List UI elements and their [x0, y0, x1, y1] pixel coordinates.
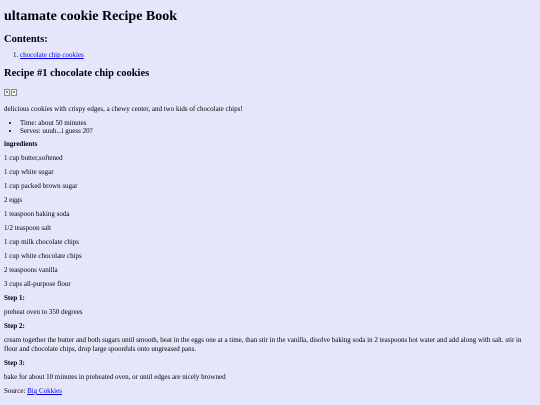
ingredient-item: 2 teaspoons vanilla: [4, 266, 58, 274]
ingredients-list: [4, 154, 536, 289]
contents-link-chocolate-chip-cookies[interactable]: chocolate chip cookies: [20, 51, 84, 59]
source-line: [4, 387, 536, 396]
recipe-images: [4, 89, 536, 99]
recipe-description: delicious cookies with crispy edges, a chewy center, and two kids of chocolate chips!: [4, 105, 243, 113]
ingredient-item: 1/2 teaspoon salt: [4, 224, 52, 232]
recipe-serves: • Serves: uuuh...i guess 20?: [20, 127, 536, 135]
broken-image-icon: [11, 89, 17, 96]
ingredient-item: 2 eggs: [4, 196, 23, 204]
contents-heading: Contents:: [4, 34, 48, 45]
ingredients-heading: ingredients: [4, 140, 38, 148]
source-label: Source:: [4, 387, 26, 395]
contents-item: [20, 51, 536, 60]
recipe-info-list: [4, 119, 536, 135]
ingredient-item: 1 cup milk chocolate chips: [4, 238, 80, 246]
recipe-heading: Recipe #1 chocolate chip cookies: [4, 68, 150, 79]
ingredient-item: 1 cup butter,softened: [4, 154, 63, 162]
broken-image-icon: [4, 89, 10, 96]
recipe-time: • Time: about 50 minutes: [20, 119, 536, 127]
ingredient-item: 3 cups all-purpose flour: [4, 280, 71, 288]
ingredient-item: 1 cup packed brown sugar: [4, 182, 78, 190]
contents-list: [4, 51, 536, 60]
ingredient-item: 1 teaspoon baking soda: [4, 210, 70, 218]
page-title: ultamate cookie Recipe Book: [4, 9, 178, 24]
step-3-label: Step 3:: [4, 359, 25, 367]
source-link[interactable]: Big Cokkies: [27, 387, 62, 395]
ingredient-item: 1 cup white chocolate chips: [4, 252, 82, 260]
step-2-text: cream together the butter and both sugars until smooth, beat in the eggs one at a time, than stir in the vanilla, disolve baking soda in 2 teaspoons hot water and add along with salt. stir in flour and chocolate chips, drop large spoonfuls onto ungreased pans.: [4, 336, 522, 353]
step-3-text: bake for about 10 minutes in preheated oven, or until edges are nicely browned: [4, 373, 226, 381]
ingredient-item: 1 cup white sugar: [4, 168, 54, 176]
step-1-label: Step 1:: [4, 294, 25, 302]
step-1-text: preheat oven to 350 degrees: [4, 308, 83, 316]
step-2-label: Step 2:: [4, 322, 25, 330]
